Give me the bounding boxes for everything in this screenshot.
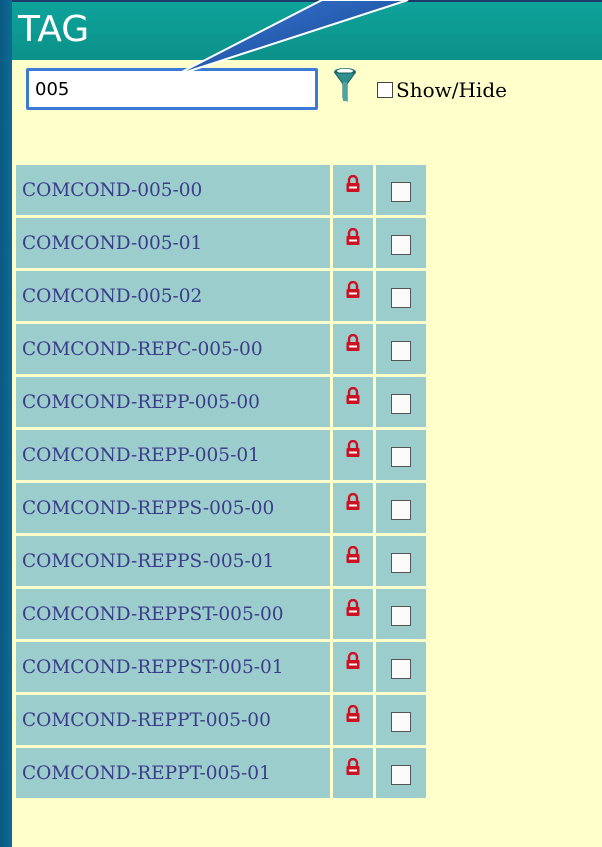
- tag-row: [16, 271, 426, 321]
- tag-name-link[interactable]: COMCOND-REPPT-005-01: [16, 748, 330, 798]
- tag-select-checkbox[interactable]: [391, 553, 411, 573]
- tag-row: [16, 748, 426, 798]
- tag-select-cell: [376, 430, 426, 480]
- tag-select-checkbox[interactable]: [391, 288, 411, 308]
- tag-row: [16, 483, 426, 533]
- tag-name-link[interactable]: COMCOND-REPP-005-00: [16, 377, 330, 427]
- tag-select-cell: [376, 642, 426, 692]
- tag-row: [16, 218, 426, 268]
- tag-select-checkbox[interactable]: [391, 447, 411, 467]
- tag-name-link[interactable]: COMCOND-REPPST-005-01: [16, 642, 330, 692]
- tag-select-checkbox[interactable]: [391, 659, 411, 679]
- lock-icon[interactable]: [333, 695, 373, 745]
- show-hide-label: Show/Hide: [396, 78, 507, 102]
- search-row: [12, 60, 602, 122]
- tag-select-cell: [376, 377, 426, 427]
- tag-name-link[interactable]: COMCOND-REPC-005-00: [16, 324, 330, 374]
- tag-select-checkbox[interactable]: [391, 712, 411, 732]
- tag-name-link[interactable]: COMCOND-005-00: [16, 165, 330, 215]
- tag-select-checkbox[interactable]: [391, 341, 411, 361]
- lock-icon[interactable]: [333, 377, 373, 427]
- tag-name-link[interactable]: COMCOND-005-02: [16, 271, 330, 321]
- tag-name-link[interactable]: COMCOND-REPP-005-01: [16, 430, 330, 480]
- tag-select-cell: [376, 748, 426, 798]
- tag-select-cell: [376, 695, 426, 745]
- lock-icon[interactable]: [333, 271, 373, 321]
- lock-icon[interactable]: [333, 589, 373, 639]
- tag-select-checkbox[interactable]: [391, 235, 411, 255]
- tag-row: [16, 695, 426, 745]
- tag-select-checkbox[interactable]: [391, 765, 411, 785]
- tag-list: [16, 165, 426, 801]
- tag-row: [16, 430, 426, 480]
- show-hide-checkbox[interactable]: [377, 82, 393, 98]
- tag-row: [16, 589, 426, 639]
- lock-icon[interactable]: [333, 483, 373, 533]
- tag-name-link[interactable]: COMCOND-005-01: [16, 218, 330, 268]
- tag-row: [16, 536, 426, 586]
- tag-select-checkbox[interactable]: [391, 606, 411, 626]
- tag-select-cell: [376, 271, 426, 321]
- tag-select-cell: [376, 165, 426, 215]
- tag-name-link[interactable]: COMCOND-REPPS-005-01: [16, 536, 330, 586]
- title-bar: [12, 0, 602, 60]
- lock-icon[interactable]: [333, 218, 373, 268]
- lock-icon[interactable]: [333, 748, 373, 798]
- tag-select-cell: [376, 589, 426, 639]
- lock-icon[interactable]: [333, 430, 373, 480]
- tag-row: [16, 642, 426, 692]
- lock-icon[interactable]: [333, 536, 373, 586]
- tag-row: [16, 377, 426, 427]
- tag-name-link[interactable]: COMCOND-REPPT-005-00: [16, 695, 330, 745]
- tag-row: [16, 324, 426, 374]
- lock-icon[interactable]: [333, 165, 373, 215]
- lock-icon[interactable]: [333, 642, 373, 692]
- lock-icon[interactable]: [333, 324, 373, 374]
- tag-select-cell: [376, 483, 426, 533]
- page-title: TAG: [18, 9, 90, 50]
- tag-name-link[interactable]: COMCOND-REPPST-005-00: [16, 589, 330, 639]
- tag-select-checkbox[interactable]: [391, 394, 411, 414]
- tag-search-input[interactable]: [26, 68, 318, 110]
- tag-select-cell: [376, 218, 426, 268]
- tag-select-checkbox[interactable]: [391, 182, 411, 202]
- show-hide-toggle[interactable]: [377, 78, 507, 102]
- tag-select-checkbox[interactable]: [391, 500, 411, 520]
- tag-row: [16, 165, 426, 215]
- tag-select-cell: [376, 324, 426, 374]
- filter-icon[interactable]: [332, 66, 358, 106]
- tag-name-link[interactable]: COMCOND-REPPS-005-00: [16, 483, 330, 533]
- tag-select-cell: [376, 536, 426, 586]
